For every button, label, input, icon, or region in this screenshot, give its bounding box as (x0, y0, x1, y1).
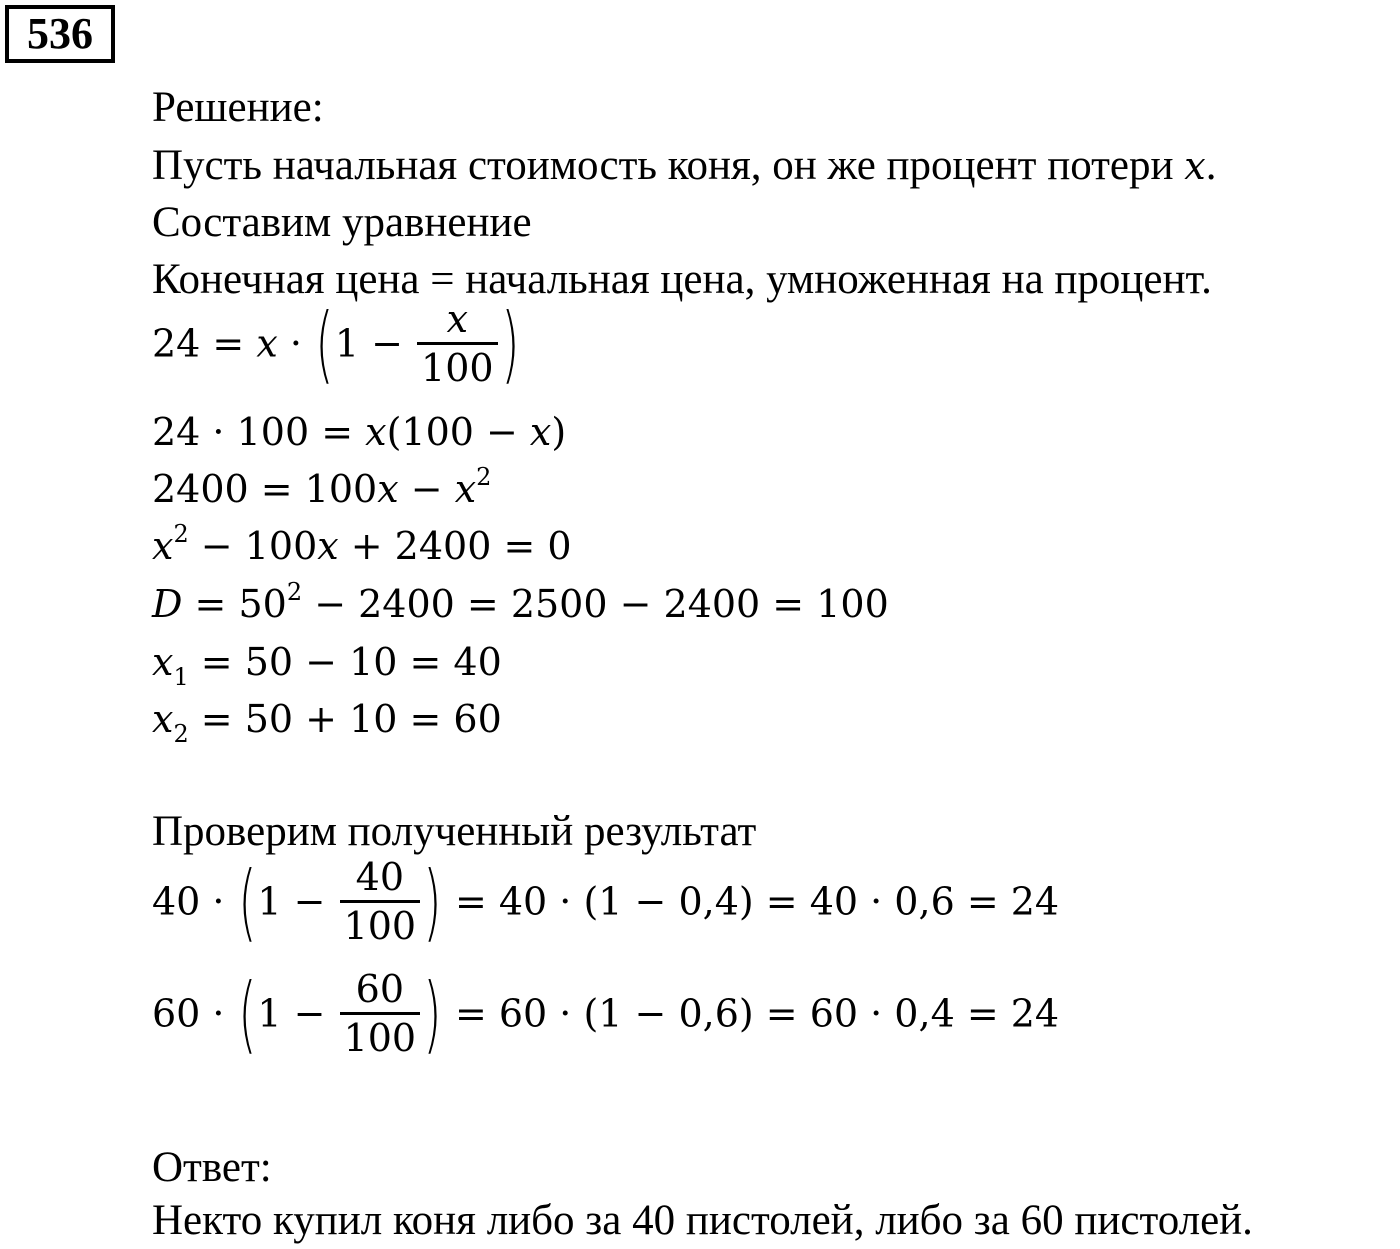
eq6-subscript: 1 (173, 663, 189, 691)
check1-close-paren: ) (423, 852, 442, 951)
eq5-b: − 2400 = 2500 − 2400 = 100 (302, 582, 889, 626)
check-equation-1 (152, 852, 1060, 951)
eq3-var2: x (454, 467, 477, 511)
rule-line: Конечная цена = начальная цена, умноженная на процент. (152, 256, 1212, 303)
eq1-dot: · (277, 321, 315, 366)
answer-label: Ответ: (152, 1144, 272, 1191)
answer-text: Некто купил коня либо за 40 пистолей, либо за 60 пистолей. (152, 1197, 1253, 1244)
eq7-a: = 50 + 10 = 60 (188, 697, 502, 741)
eq3-b: − (398, 467, 455, 511)
check2-close-paren: ) (423, 964, 442, 1063)
eq4-var1: x (152, 524, 174, 568)
eq5-var: D (152, 582, 183, 626)
eq2-b: (100 − (386, 410, 530, 454)
check2-one-minus: 1 − (257, 991, 338, 1036)
check-equation-2 (152, 964, 1060, 1063)
eq1-lhs: 24 = (152, 321, 257, 366)
eq2-a: 24 · 100 = (152, 410, 366, 454)
eq3-exponent: 2 (476, 463, 492, 491)
eq1-open-paren: ( (315, 294, 334, 393)
eq1-one-minus: 1 − (334, 321, 416, 366)
eq4-a: − 100 (188, 524, 318, 568)
eq5-exponent: 2 (286, 578, 303, 606)
eq1-denominator: 100 (421, 346, 494, 390)
eq1-var: x (256, 321, 278, 366)
equation-4 (152, 520, 572, 568)
check1-b: = 40 · (1 − 0,4) = 40 · 0,6 = 24 (442, 879, 1060, 924)
eq3-a: 2400 = 100 (152, 467, 378, 511)
check1-one-minus: 1 − (257, 879, 338, 924)
equation-1 (152, 294, 520, 393)
intro-var: x (1184, 144, 1206, 188)
check2-b: = 60 · (1 − 0,6) = 60 · 0,4 = 24 (442, 991, 1060, 1036)
eq1-numerator: x (417, 300, 498, 345)
check1-numerator: 40 (340, 858, 421, 903)
equation-3 (152, 463, 492, 511)
eq4-var2: x (317, 524, 339, 568)
equation-2 (152, 410, 567, 454)
eq6-a: = 50 − 10 = 40 (188, 640, 502, 684)
eq2-c: ) (551, 410, 567, 454)
eq3-var1: x (377, 467, 399, 511)
check2-open-paren: ( (237, 964, 256, 1063)
eq2-var1: x (365, 410, 387, 454)
intro-end: . (1205, 142, 1217, 189)
solution-label: Решение: (152, 84, 324, 131)
eq4-exponent: 2 (173, 520, 189, 548)
eq6-var: x (152, 640, 174, 684)
check2-denominator: 100 (343, 1016, 417, 1060)
equation-7 (152, 697, 502, 748)
compose-line: Составим уравнение (152, 199, 532, 246)
check1-a: 40 · (152, 879, 237, 924)
check2-numerator: 60 (340, 970, 421, 1015)
check2-a: 60 · (152, 991, 237, 1036)
intro-text: Пусть начальная стоимость коня, он же процент потери (152, 142, 1185, 189)
equation-5 (152, 578, 889, 626)
eq7-subscript: 2 (173, 720, 189, 748)
eq1-close-paren: ) (500, 294, 519, 393)
eq1-fraction (417, 297, 498, 390)
eq2-var2: x (529, 410, 552, 454)
check1-open-paren: ( (237, 852, 256, 951)
eq7-var: x (152, 697, 174, 741)
eq4-b: + 2400 = 0 (338, 524, 572, 568)
intro-line (152, 144, 1216, 187)
eq5-a: = 50 (182, 582, 287, 626)
check-label: Проверим полученный результат (152, 808, 757, 855)
check2-fraction (340, 967, 421, 1060)
equation-6 (152, 640, 502, 691)
check1-fraction (340, 855, 421, 948)
problem-number: 536 (5, 5, 115, 63)
check1-denominator: 100 (343, 904, 417, 948)
